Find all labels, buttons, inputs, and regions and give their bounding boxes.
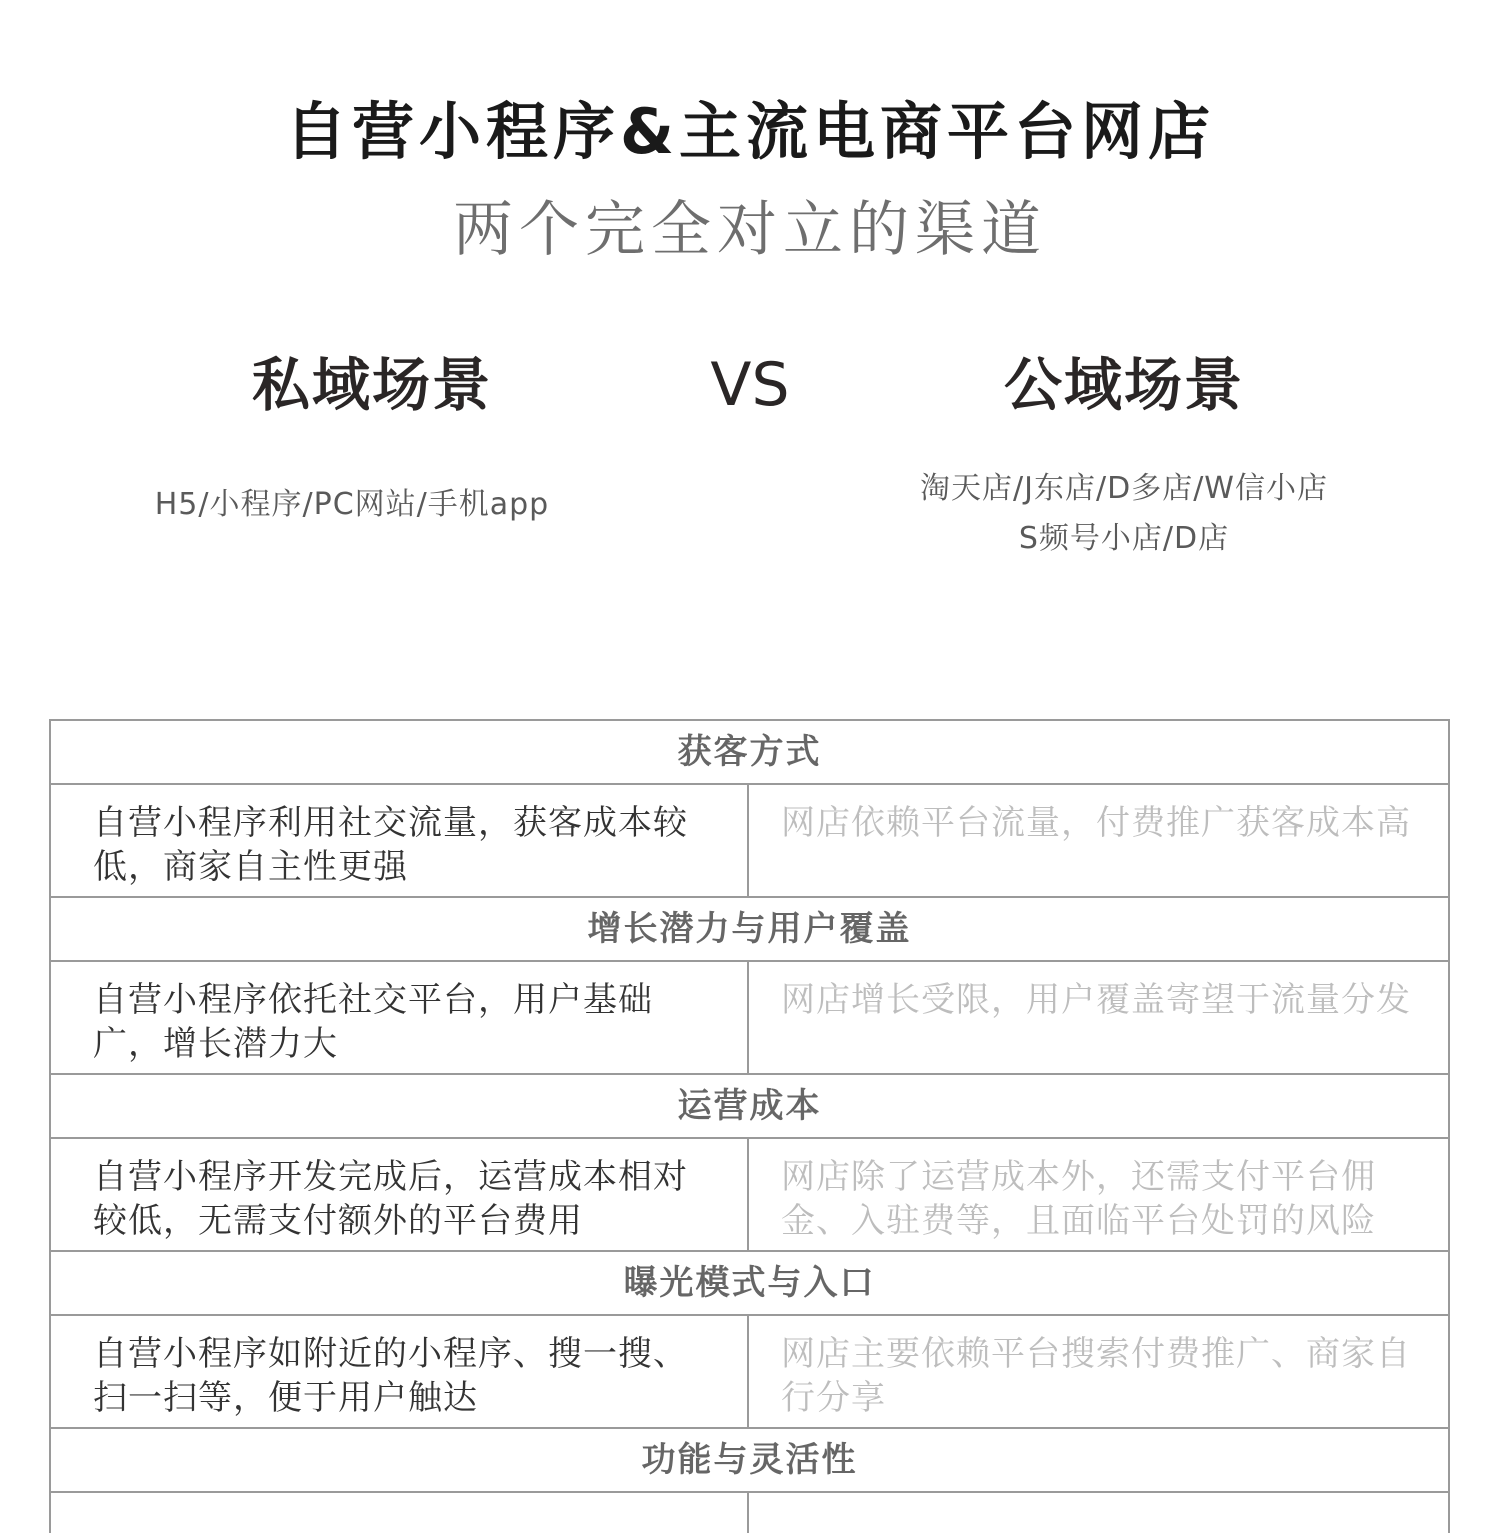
public-domain-channels — [844, 464, 1404, 564]
section-header-flexibility: 功能与灵活性 — [51, 1429, 1448, 1493]
section-header-exposure: 曝光模式与入口 — [51, 1252, 1448, 1316]
private-cell: 自营小程序依托社交平台，用户基础广，增长潜力大 — [51, 962, 749, 1073]
private-domain-channels: H5/小程序/PC网站/手机app — [154, 487, 550, 522]
public-domain-channels-line: 淘天店/J东店/D多店/W信小店 — [920, 471, 1328, 506]
private-cell: 自营小程序开发完成后，运营成本相对较低，无需支付额外的平台费用 — [51, 1139, 749, 1250]
page-title: 自营小程序&主流电商平台网店 — [284, 95, 1216, 168]
comparison-table — [49, 719, 1450, 1533]
public-domain-title: 公域场景 — [1003, 351, 1244, 419]
table-row — [51, 1139, 1448, 1252]
public-cell: 网店除了运营成本外，还需支付平台佣金、入驻费等，且面临平台处罚的风险 — [781, 1157, 1376, 1241]
public-cell: 网店主要依赖平台搜索付费推广、商家自行分享 — [781, 1334, 1411, 1418]
table-row — [51, 785, 1448, 898]
private-domain-title: 私域场景 — [251, 351, 492, 419]
public-cell: 网店依赖平台流量，付费推广获客成本高 — [781, 803, 1411, 843]
private-cell: 自营小程序如附近的小程序、搜一搜、扫一扫等，便于用户触达 — [51, 1316, 749, 1427]
table-row — [51, 1493, 1448, 1533]
public-domain-channels-line: S频号小店/D店 — [1018, 521, 1230, 556]
section-header-acquisition: 获客方式 — [51, 721, 1448, 785]
section-header-cost: 运营成本 — [51, 1075, 1448, 1139]
private-cell — [51, 1493, 749, 1533]
public-cell — [749, 1493, 1448, 1533]
table-row — [51, 962, 1448, 1075]
table-row — [51, 1316, 1448, 1429]
vs-label: VS — [710, 350, 790, 420]
page-subtitle: 两个完全对立的渠道 — [453, 195, 1047, 265]
public-cell: 网店增长受限，用户覆盖寄望于流量分发 — [781, 980, 1411, 1020]
private-cell: 自营小程序利用社交流量，获客成本较低，商家自主性更强 — [51, 785, 749, 896]
section-header-growth: 增长潜力与用户覆盖 — [51, 898, 1448, 962]
